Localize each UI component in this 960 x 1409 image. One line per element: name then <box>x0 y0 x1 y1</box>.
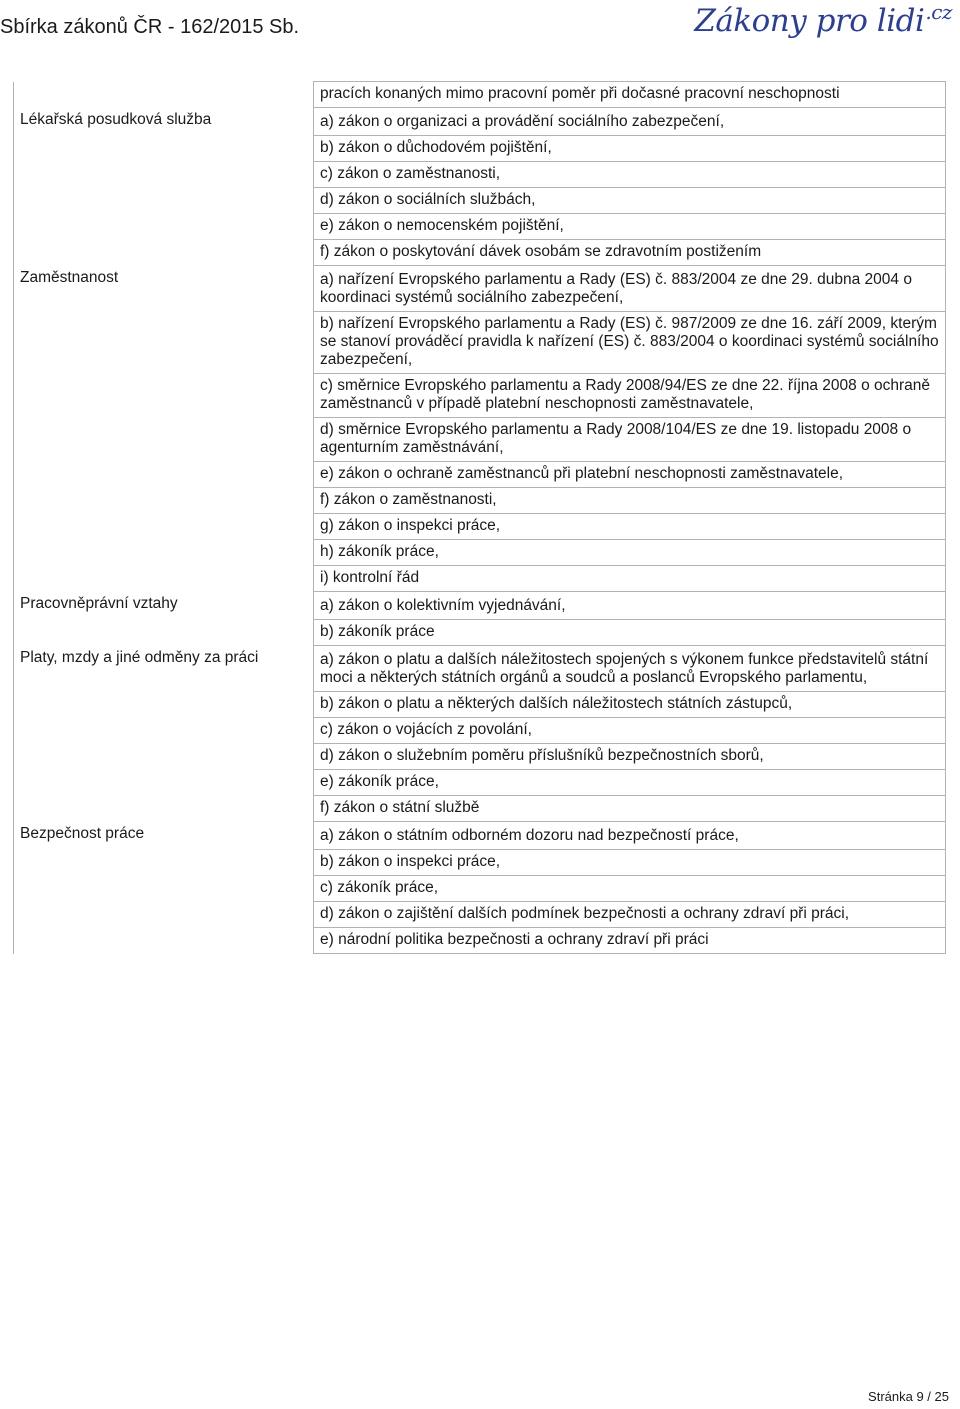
category-cell <box>14 620 314 646</box>
category-cell: Pracovněprávní vztahy <box>14 592 314 620</box>
legislation-item: b) zákon o inspekci práce, <box>314 850 946 876</box>
legislation-item: d) směrnice Evropského parlamentu a Rady 2008/104/ES ze dne 19. listopadu 2008 o agenturním zaměstnávání, <box>314 418 946 462</box>
table-row <box>14 418 946 462</box>
table-row <box>14 822 946 850</box>
category-cell <box>14 796 314 822</box>
category-cell <box>14 188 314 214</box>
legislation-item: e) národní politika bezpečnosti a ochrany zdraví při práci <box>314 928 946 954</box>
category-cell <box>14 488 314 514</box>
table-row <box>14 540 946 566</box>
legislation-item: a) zákon o kolektivním vyjednávání, <box>314 592 946 620</box>
table-row <box>14 240 946 266</box>
legislation-item: d) zákon o služebním poměru příslušníků bezpečnostních sborů, <box>314 744 946 770</box>
category-cell <box>14 744 314 770</box>
table-row <box>14 770 946 796</box>
legislation-item: d) zákon o sociálních službách, <box>314 188 946 214</box>
table-row <box>14 850 946 876</box>
category-cell <box>14 136 314 162</box>
legislation-item: f) zákon o státní službě <box>314 796 946 822</box>
legislation-item: c) zákon o zaměstnanosti, <box>314 162 946 188</box>
legislation-item: f) zákon o poskytování dávek osobám se zdravotním postižením <box>314 240 946 266</box>
table-row <box>14 214 946 240</box>
page-number: Stránka 9 / 25 <box>868 1389 949 1404</box>
category-cell <box>14 928 314 954</box>
category-cell: Platy, mzdy a jiné odměny za práci <box>14 646 314 692</box>
category-cell <box>14 902 314 928</box>
legislation-item: b) zákon o platu a některých dalších náležitostech státních zástupců, <box>314 692 946 718</box>
category-cell <box>14 876 314 902</box>
legislation-item: d) zákon o zajištění dalších podmínek bezpečnosti a ochrany zdraví při práci, <box>314 902 946 928</box>
category-cell <box>14 566 314 592</box>
legislation-item: e) zákoník práce, <box>314 770 946 796</box>
category-cell <box>14 692 314 718</box>
category-cell <box>14 850 314 876</box>
table-row <box>14 592 946 620</box>
legislation-item: i) kontrolní řád <box>314 566 946 592</box>
table-row <box>14 312 946 374</box>
legislation-item: g) zákon o inspekci práce, <box>314 514 946 540</box>
legislation-table <box>13 81 946 954</box>
table-row <box>14 108 946 136</box>
table-row <box>14 374 946 418</box>
legislation-item: a) zákon o platu a dalších náležitostech spojených s výkonem funkce představitelů státní moci a některých státních orgánů a soudců a poslanců Evropského parlamentu, <box>314 646 946 692</box>
table-row <box>14 646 946 692</box>
table-row <box>14 566 946 592</box>
table-row <box>14 718 946 744</box>
table-row <box>14 82 946 108</box>
category-cell: Zaměstnanost <box>14 266 314 312</box>
legislation-item: b) zákon o důchodovém pojištění, <box>314 136 946 162</box>
category-cell <box>14 718 314 744</box>
legislation-item: c) zákon o vojácích z povolání, <box>314 718 946 744</box>
table-row <box>14 928 946 954</box>
category-cell <box>14 240 314 266</box>
logo-text: Zákony pro lidi <box>694 3 925 39</box>
category-cell <box>14 540 314 566</box>
category-cell <box>14 418 314 462</box>
category-cell <box>14 770 314 796</box>
document-title: Sbírka zákonů ČR - 162/2015 Sb. <box>0 16 300 38</box>
table-row <box>14 744 946 770</box>
legislation-item: pracích konaných mimo pracovní poměr při dočasné pracovní neschopnosti <box>314 82 946 108</box>
page-header <box>0 0 960 52</box>
category-cell: Lékařská posudková služba <box>14 108 314 136</box>
legislation-item: b) zákoník práce <box>314 620 946 646</box>
legislation-item: e) zákon o ochraně zaměstnanců při platební neschopnosti zaměstnavatele, <box>314 462 946 488</box>
table-row <box>14 902 946 928</box>
site-logo[interactable] <box>694 0 952 39</box>
table-row <box>14 796 946 822</box>
table-row <box>14 136 946 162</box>
category-cell <box>14 374 314 418</box>
legislation-item: c) zákoník práce, <box>314 876 946 902</box>
table-row <box>14 266 946 312</box>
category-cell <box>14 214 314 240</box>
legislation-item: a) zákon o státním odborném dozoru nad bezpečností práce, <box>314 822 946 850</box>
table-row <box>14 162 946 188</box>
table-row <box>14 620 946 646</box>
legislation-item: h) zákoník práce, <box>314 540 946 566</box>
table-row <box>14 514 946 540</box>
legislation-item: f) zákon o zaměstnanosti, <box>314 488 946 514</box>
table-row <box>14 876 946 902</box>
table-row <box>14 488 946 514</box>
category-cell <box>14 162 314 188</box>
category-cell <box>14 514 314 540</box>
legislation-item: c) směrnice Evropského parlamentu a Rady 2008/94/ES ze dne 22. října 2008 o ochraně zaměstnanců v případě platební neschopnosti zaměstnavatele, <box>314 374 946 418</box>
category-cell <box>14 312 314 374</box>
legislation-item: b) nařízení Evropského parlamentu a Rady (ES) č. 987/2009 ze dne 16. září 2009, kterým se stanoví prováděcí pravidla k nařízení (ES) č. 883/2004 o koordinaci systémů sociálního zabezpečení, <box>314 312 946 374</box>
category-cell <box>14 82 314 108</box>
category-cell: Bezpečnost práce <box>14 822 314 850</box>
table-row <box>14 692 946 718</box>
table-row <box>14 462 946 488</box>
table-row <box>14 188 946 214</box>
logo-suffix: .cz <box>925 0 952 24</box>
legislation-item: a) zákon o organizaci a provádění sociálního zabezpečení, <box>314 108 946 136</box>
category-cell <box>14 462 314 488</box>
legislation-item: a) nařízení Evropského parlamentu a Rady (ES) č. 883/2004 ze dne 29. dubna 2004 o koordinaci systémů sociálního zabezpečení, <box>314 266 946 312</box>
legislation-item: e) zákon o nemocenském pojištění, <box>314 214 946 240</box>
